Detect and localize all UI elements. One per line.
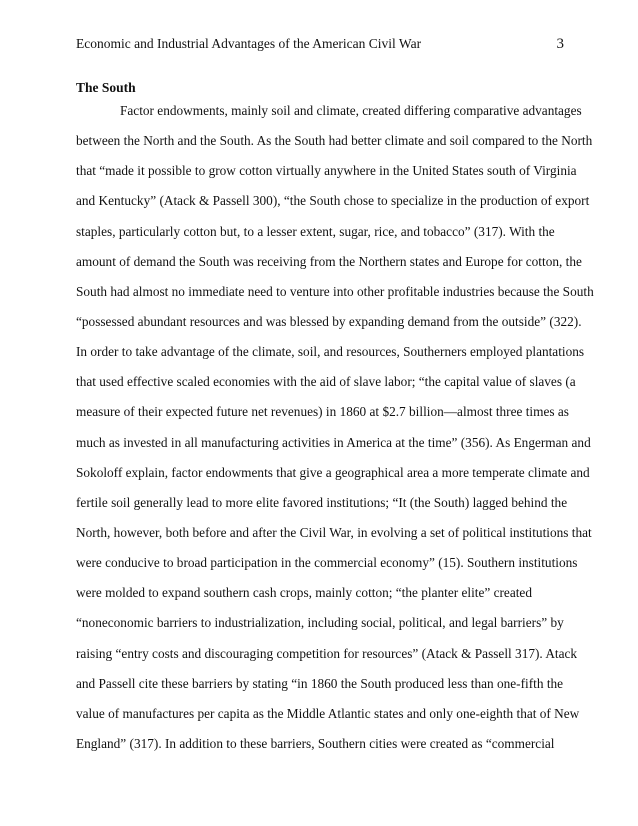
section-heading: The South (76, 80, 136, 95)
paragraph-line: amount of demand the South was receiving from the Northern states and Europe for cotton, the (76, 253, 582, 269)
paragraph-line: In order to take advantage of the climate, soil, and resources, Southerners employed plantations (76, 344, 585, 360)
paragraph-line: value of manufactures per capita as the Middle Atlantic states and only one-eighth that of New (76, 705, 580, 721)
paragraph-line: England” (317). In addition to these barriers, Southern cities were created as “commercial (76, 735, 555, 751)
paragraph-line: that used effective scaled economies with the aid of slave labor; “the capital value of slaves (a (76, 374, 576, 390)
running-head-title: Economic and Industrial Advantages of the American Civil War (76, 36, 422, 51)
paragraph-line: raising “entry costs and discouraging competition for resources” (Atack & Passell 317). Atack (76, 645, 578, 661)
paragraph-line: and Passell cite these barriers by stating “in 1860 the South produced less than one-fifth the (76, 675, 564, 691)
paragraph-line: and Kentucky” (Atack & Passell 300), “the South chose to specialize in the production of export (76, 193, 590, 209)
page-number: 3 (556, 36, 564, 52)
paragraph-line: much as invested in all manufacturing activities in America at the time” (356). As Engerman and (76, 434, 591, 450)
paragraph-line: measure of their expected future net revenues) in 1860 at $2.7 billion—almost three times as (76, 404, 569, 420)
body-paragraph (76, 96, 594, 759)
paragraph-line: “possessed abundant resources and was blessed by expanding demand from the outside” (322). (76, 313, 582, 329)
paragraph-line: staples, particularly cotton but, to a lesser extent, sugar, rice, and tobacco” (317). With the (76, 223, 555, 239)
paragraph-line: between the North and the South. As the South had better climate and soil compared to the North (76, 133, 593, 149)
paragraph-line: South had almost no immediate need to venture into other profitable industries because the South (76, 283, 594, 299)
paragraph-line: that “made it possible to grow cotton virtually anywhere in the United States south of Virginia (76, 163, 577, 179)
paragraph-line: North, however, both before and after the Civil War, in evolving a set of political institutions that (76, 524, 592, 540)
paragraph-line: were conducive to broad participation in the commercial economy” (15). Southern institutions (76, 555, 578, 571)
paragraph-line: were molded to expand southern cash crops, mainly cotton; “the planter elite” created (76, 585, 532, 601)
running-header (76, 34, 564, 54)
paragraph-line: “noneconomic barriers to industrialization, including social, political, and legal barriers” by (76, 615, 564, 631)
paragraph-line: Factor endowments, mainly soil and climate, created differing comparative advantages (120, 103, 582, 118)
paragraph-line: Sokoloff explain, factor endowments that give a geographical area a more temperate climate and (76, 464, 590, 480)
paragraph-line: fertile soil generally lead to more elite favored institutions; “It (the South) lagged behind the (76, 494, 568, 510)
